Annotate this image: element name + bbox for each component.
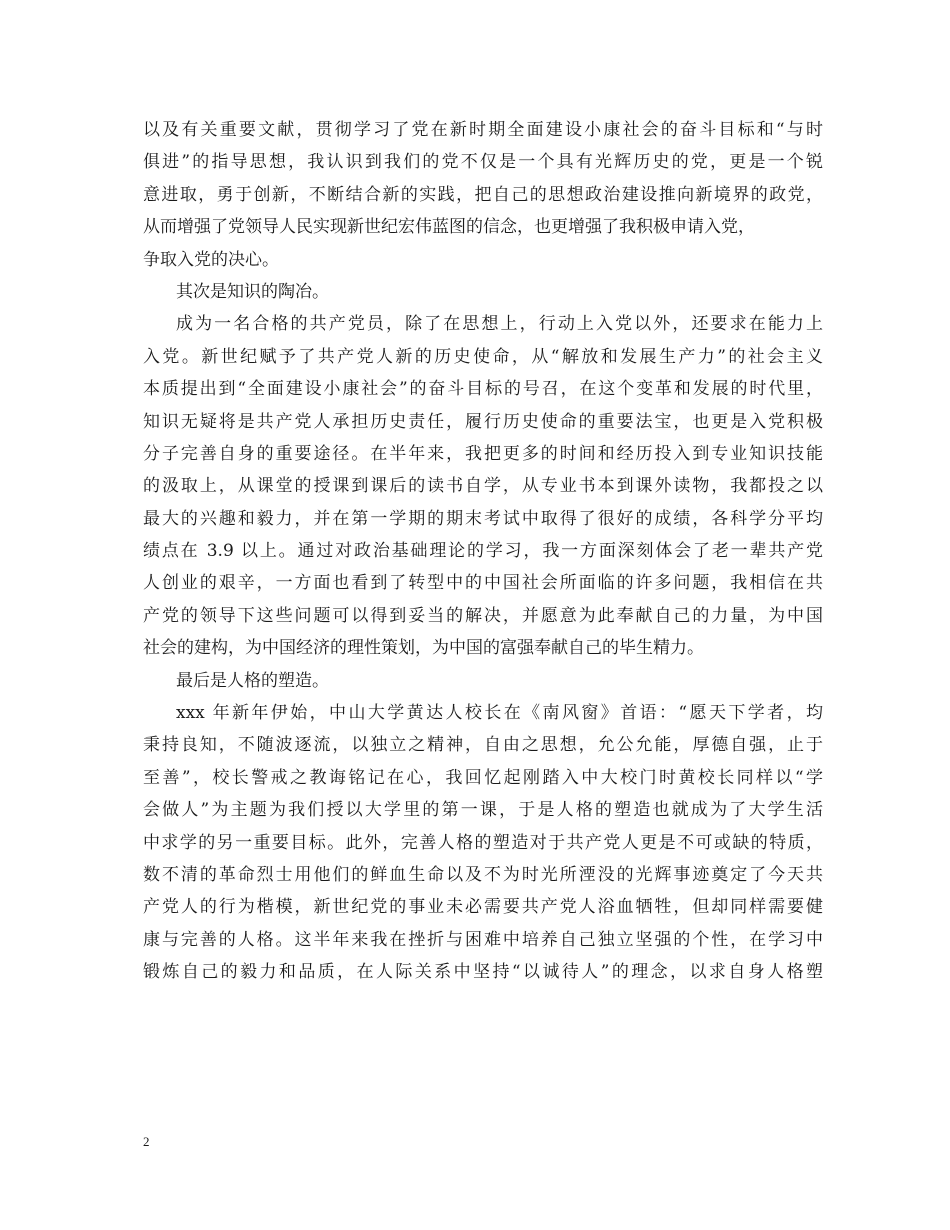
text-line: 会做人”为主题为我们授以大学里的第一课，于是人格的塑造也就成为了大学生活 bbox=[143, 800, 823, 821]
text-line: 数不清的革命烈士用他们的鲜血生命以及不为时光所湮没的光辉事迹奠定了今天共 bbox=[143, 864, 823, 885]
text-line: 成为一名合格的共产党员，除了在思想上，行动上入党以外，还要求在能力上 bbox=[176, 314, 823, 335]
text-line: 秉持良知，不随波逐流，以独立之精神，自由之思想，允公允能，厚德自强，止于 bbox=[143, 735, 823, 756]
text-line: 分子完善自身的重要途径。在半年来，我把更多的时间和经历投入到专业知识技能 bbox=[143, 443, 823, 464]
text-line: 社会的建构，为中国经济的理性策划，为中国的富强奉献自己的毕生精力。 bbox=[143, 638, 704, 659]
text-line: 产党的领导下这些问题可以得到妥当的解决，并愿意为此奉献自己的力量，为中国 bbox=[143, 605, 823, 626]
text-line: 从而增强了党领导人民实现新世纪宏伟蓝图的信念，也更增强了我积极申请入党， bbox=[143, 217, 755, 238]
text-line: xxx 年新年伊始，中山大学黄达人校长在《南风窗》首语：“愿天下学者，均 bbox=[176, 703, 823, 724]
text-line: 以及有关重要文献，贯彻学习了党在新时期全面建设小康社会的奋斗目标和“与时 bbox=[143, 120, 823, 140]
body-text bbox=[143, 114, 823, 989]
text-line: 俱进”的指导思想，我认识到我们的党不仅是一个具有光辉历史的党，更是一个锐 bbox=[143, 152, 823, 173]
text-line: 锻炼自己的毅力和品质，在人际关系中坚持“以诚待人”的理念，以求自身人格塑 bbox=[143, 962, 823, 983]
text-line: 最大的兴趣和毅力，并在第一学期的期末考试中取得了很好的成绩，各科学分平均 bbox=[143, 508, 823, 529]
text-line: 的汲取上，从课堂的授课到课后的读书自学，从专业书本到课外读物，我都投之以 bbox=[143, 476, 823, 497]
text-line: 绩点在 3.9 以上。通过对政治基础理论的学习，我一方面深刻体会了老一辈共产党 bbox=[143, 541, 823, 562]
text-line: 入党。新世纪赋予了共产党人新的历史使命，从“解放和发展生产力”的社会主义 bbox=[143, 346, 823, 367]
text-line: 至善”，校长警戒之教诲铭记在心，我回忆起刚踏入中大校门时黄校长同样以“学 bbox=[143, 767, 823, 788]
text-line: 知识无疑将是共产党人承担历史责任，履行历史使命的重要法宝，也更是入党积极 bbox=[143, 411, 823, 432]
text-line: 人创业的艰辛，一方面也看到了转型中的中国社会所面临的许多问题，我相信在共 bbox=[143, 573, 823, 594]
text-line: 产党人的行为楷模，新世纪党的事业未必需要共产党人浴血牺牲，但却同样需要健 bbox=[143, 897, 823, 918]
text-line: 意进取，勇于创新，不断结合新的实践，把自己的思想政治建设推向新境界的政党， bbox=[143, 184, 823, 205]
text-line: 争取入党的决心。 bbox=[143, 249, 279, 270]
text-line: 最后是人格的塑造。 bbox=[176, 670, 329, 691]
text-line: 中求学的另一重要目标。此外，完善人格的塑造对于共产党人更是不可或缺的特质， bbox=[143, 832, 823, 853]
text-line: 其次是知识的陶冶。 bbox=[176, 281, 329, 302]
text-line: 本质提出到“全面建设小康社会”的奋斗目标的号召，在这个变革和发展的时代里， bbox=[143, 379, 823, 400]
text-line: 康与完善的人格。这半年来我在挫折与困难中培养自己独立坚强的个性，在学习中 bbox=[143, 929, 823, 950]
page-number: 2 bbox=[143, 1134, 150, 1149]
